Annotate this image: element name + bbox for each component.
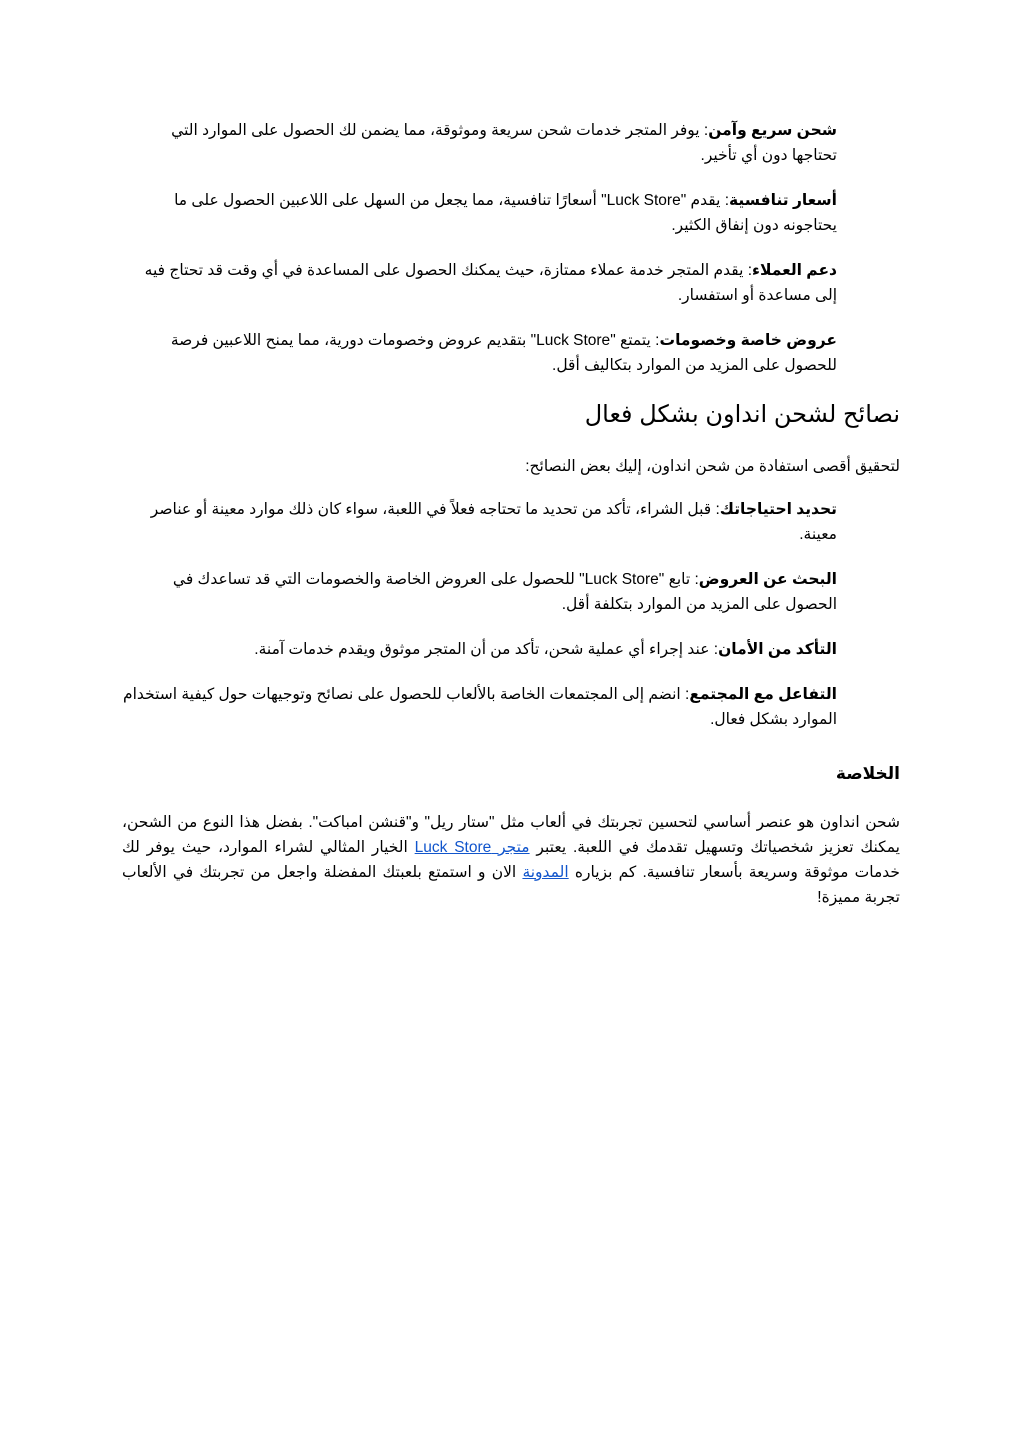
blog-link[interactable]: المدونة [522,864,569,881]
item-title: شحن سريع وآمن [708,122,837,139]
list-item [122,188,837,238]
item-text: : تابع "Luck Store" للحصول على العروض الخاصة والخصومات التي قد تساعدك في الحصول على المزيد من الموارد بتكلفة أقل. [172,571,837,613]
item-title: أسعار تنافسية [729,192,837,209]
luck-store-link[interactable]: متجر Luck Store [414,839,530,856]
tips-heading: نصائح لشحن انداون بشكل فعال [584,401,900,428]
item-text: : يوفر المتجر خدمات شحن سريعة وموثوقة، مما يضمن لك الحصول على الموارد التي تحتاجها دون أي تأخير. [171,122,837,164]
item-title: عروض خاصة وخصومات [659,332,837,349]
item-title: التأكد من الأمان [718,641,837,658]
features-list [122,118,900,378]
item-title: تحديد احتياجاتك [719,501,837,518]
list-item [122,328,837,378]
list-item [122,682,837,732]
conclusion-text-1: شحن انداون هو عنصر أساسي لتحسين تجربتك في ألعاب مثل "ستار ريل" و"قنشن امباكت". بفضل هذا النوع من الشحن، يمكنك تعزيز شخصياتك وتسهيل تقدمك في اللعبة. يعتبر [122,814,900,856]
list-item [122,637,837,662]
list-item [122,497,837,547]
list-item [122,118,837,168]
tips-intro: لتحقيق أقصى استفادة من شحن انداون، إليك بعض النصائح: [525,458,900,475]
item-title: دعم العملاء [752,262,837,279]
item-text: : عند إجراء أي عملية شحن، تأكد من أن المتجر موثوق ويقدم خدمات آمنة. [254,641,719,658]
item-title: التفاعل مع المجتمع [689,686,837,703]
tips-list [122,497,900,732]
item-text: : يتمتع "Luck Store" بتقديم عروض وخصومات دورية، مما يمنح اللاعبين فرصة للحصول على المزيد من الموارد بتكاليف أقل. [170,332,837,374]
conclusion-text-2: الخيار المثالي لشراء الموارد، حيث يوفر لك خدمات موثوقة وسريعة بأسعار تنافسية. كم بزياره [122,839,900,881]
document-content [122,118,900,910]
conclusion-text-3: الان و استمتع بلعبتك المفضلة واجعل من تجربتك في الألعاب تجربة مميزة! [122,864,900,906]
conclusion-paragraph [122,810,900,910]
item-text: : يقدم المتجر خدمة عملاء ممتازة، حيث يمكنك الحصول على المساعدة في أي وقت قد تحتاج فيه إلى مساعدة أو استفسار. [144,262,837,304]
conclusion-heading: الخلاصة [835,764,900,783]
list-item [122,258,837,308]
item-title: البحث عن العروض [698,571,837,588]
list-item [122,567,837,617]
item-text: : يقدم "Luck Store" أسعارًا تنافسية، مما يجعل من السهل على اللاعبين الحصول على ما يحتاجونه دون إنفاق الكثير. [174,192,837,234]
item-text: : قبل الشراء، تأكد من تحديد ما تحتاجه فعلاً في اللعبة، سواء كان ذلك موارد معينة أو عناصر معينة. [150,501,837,543]
item-text: : انضم إلى المجتمعات الخاصة بالألعاب للحصول على نصائح وتوجيهات حول كيفية استخدام الموارد بشكل فعال. [123,686,837,728]
